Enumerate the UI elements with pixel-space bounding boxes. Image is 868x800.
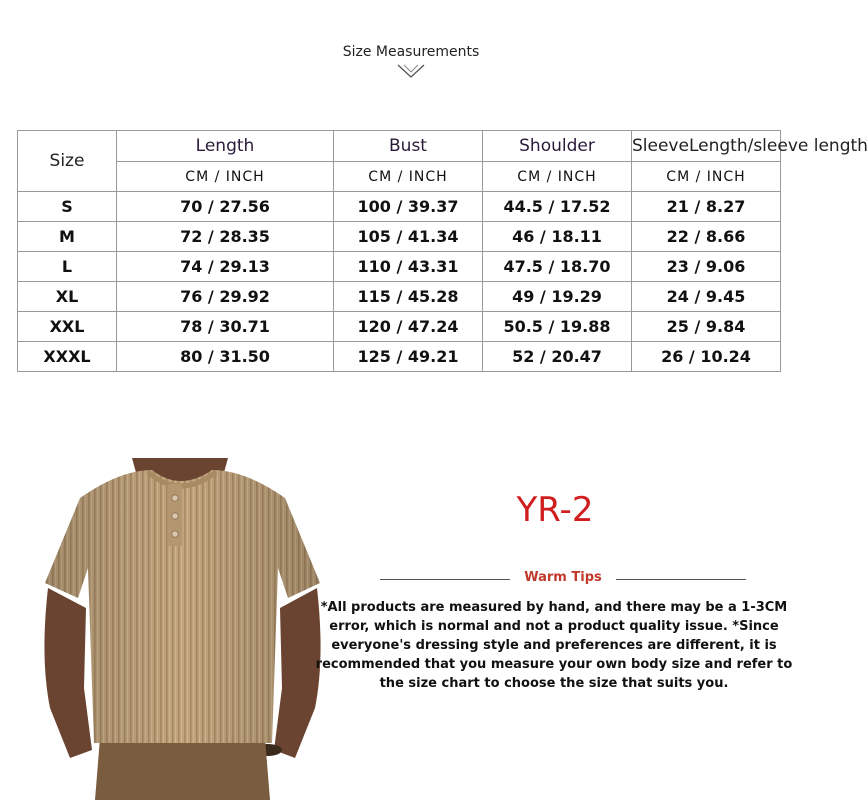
- size-cell: M: [18, 222, 117, 252]
- length-cell: 78 / 30.71: [117, 312, 334, 342]
- warm-tips-title: Warm Tips: [524, 570, 602, 585]
- length-cell: 70 / 27.56: [117, 192, 334, 222]
- model-number: YR-2: [516, 490, 594, 530]
- shoulder-cell: 49 / 19.29: [483, 282, 632, 312]
- bust-cell: 105 / 41.34: [334, 222, 483, 252]
- size-cell: L: [18, 252, 117, 282]
- unit-label: CM / INCH: [632, 162, 781, 192]
- unit-label: CM / INCH: [483, 162, 632, 192]
- page-title: Size Measurements: [342, 44, 480, 60]
- table-header-row: [18, 131, 781, 162]
- size-cell: XXL: [18, 312, 117, 342]
- size-chart-table: [17, 130, 868, 372]
- shoulder-cell: 46 / 18.11: [483, 222, 632, 252]
- sleeve-cell: 26 / 10.24: [632, 342, 781, 372]
- warm-tips-text: *All products are measured by hand, and there may be a 1-3CM error, which is normal and not a product quality issue. *Since everyone's dressing style and preferences are different, it is recommended that you measure your own body size and refer to the size chart to choose the size that suits you.: [315, 600, 793, 691]
- size-cell: XXXL: [18, 342, 117, 372]
- table-row: [18, 282, 781, 312]
- shoulder-cell: 50.5 / 19.88: [483, 312, 632, 342]
- table-row: [18, 312, 781, 342]
- bust-cell: 115 / 45.28: [334, 282, 483, 312]
- sleeve-cell: 22 / 8.66: [632, 222, 781, 252]
- column-header-length: Length: [117, 131, 334, 162]
- bust-cell: 110 / 43.31: [334, 252, 483, 282]
- length-cell: 80 / 31.50: [117, 342, 334, 372]
- unit-label: CM / INCH: [334, 162, 483, 192]
- sleeve-cell: 21 / 8.27: [632, 192, 781, 222]
- size-cell: S: [18, 192, 117, 222]
- shoulder-cell: 52 / 20.47: [483, 342, 632, 372]
- column-header-shoulder: Shoulder: [483, 131, 632, 162]
- bust-cell: 125 / 49.21: [334, 342, 483, 372]
- unit-label: CM / INCH: [117, 162, 334, 192]
- table-row: [18, 342, 781, 372]
- sleeve-cell: 25 / 9.84: [632, 312, 781, 342]
- sleeve-cell: 23 / 9.06: [632, 252, 781, 282]
- shoulder-cell: 44.5 / 17.52: [483, 192, 632, 222]
- sleeve-cell: 24 / 9.45: [632, 282, 781, 312]
- column-header-sleeve: SleeveLength/sleeve length: [632, 131, 781, 162]
- length-cell: 76 / 29.92: [117, 282, 334, 312]
- length-cell: 74 / 29.13: [117, 252, 334, 282]
- bust-cell: 120 / 47.24: [334, 312, 483, 342]
- table-row: [18, 222, 781, 252]
- size-cell: XL: [18, 282, 117, 312]
- table-row: [18, 192, 781, 222]
- product-image-henley-shirt: [40, 458, 325, 800]
- size-column-header: Size: [18, 131, 117, 192]
- column-header-bust: Bust: [334, 131, 483, 162]
- length-cell: 72 / 28.35: [117, 222, 334, 252]
- bust-cell: 100 / 39.37: [334, 192, 483, 222]
- divider-left: [380, 579, 510, 580]
- divider-right: [616, 579, 746, 580]
- table-row: [18, 252, 781, 282]
- chevron-down-icon: [396, 62, 426, 80]
- unit-row: [18, 162, 781, 192]
- shoulder-cell: 47.5 / 18.70: [483, 252, 632, 282]
